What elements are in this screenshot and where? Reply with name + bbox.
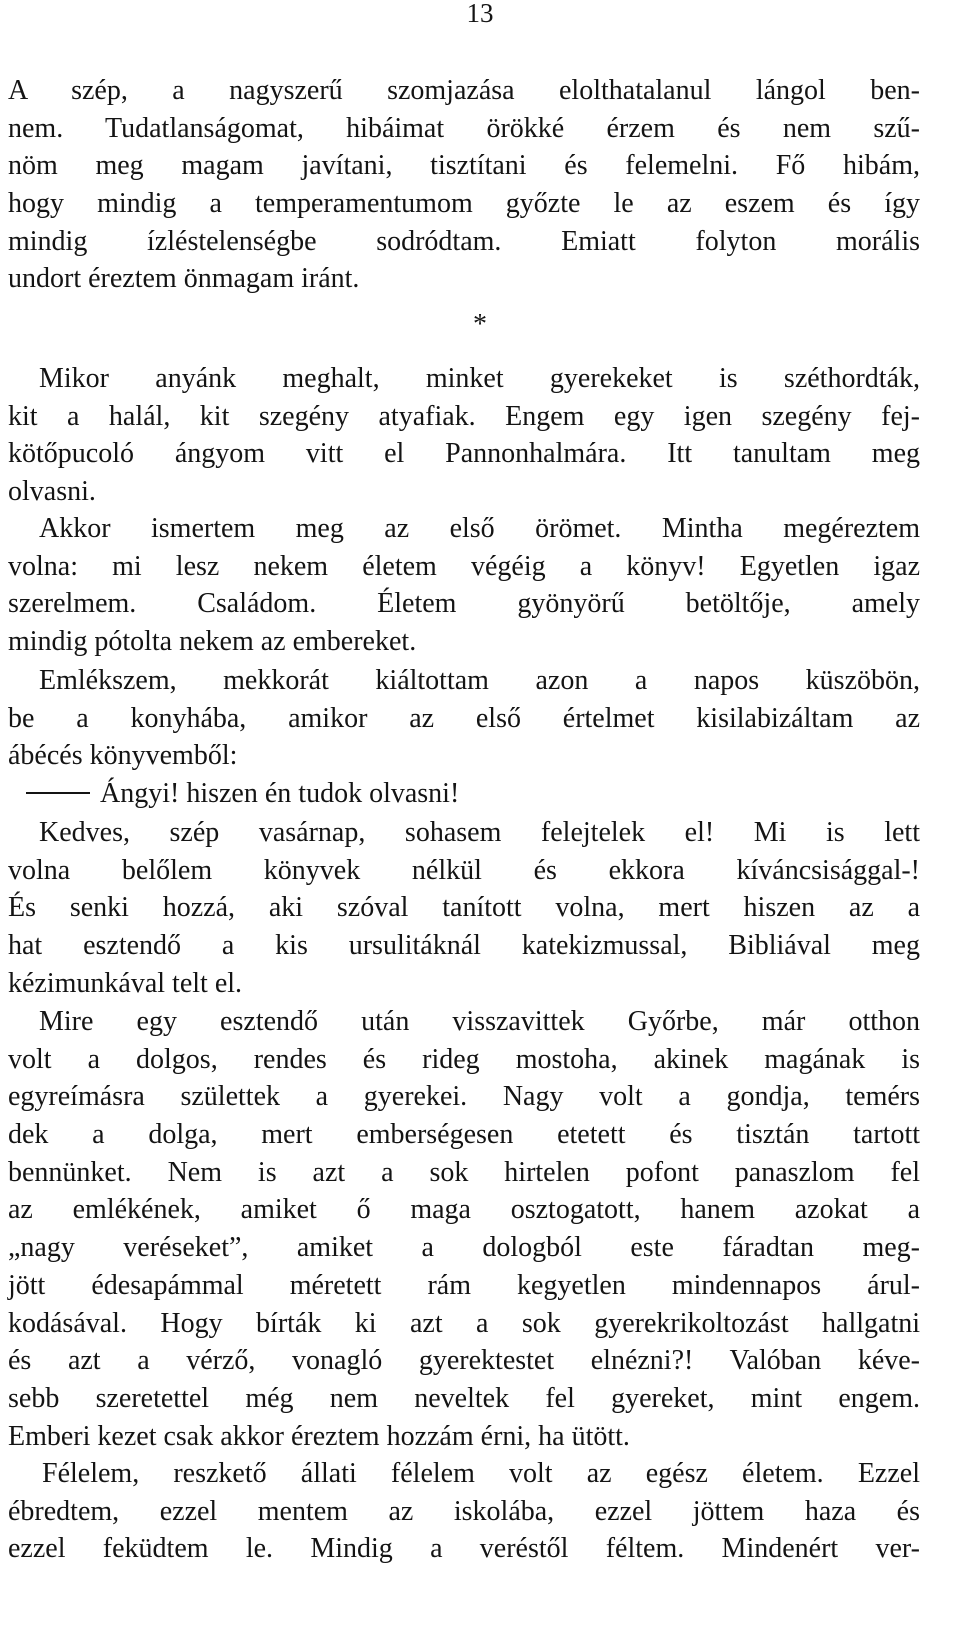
- paragraph-3: [8, 510, 920, 661]
- text-line: undort éreztem önmagam iránt.: [8, 263, 360, 295]
- text-line: egyreímásra születtek a gyerekei. Nagy volt a gondja, temérs: [8, 1081, 920, 1113]
- paragraph-1: [8, 72, 920, 298]
- text-line: volt a dolgos, rendes és rideg mostoha, akinek magának is: [8, 1043, 920, 1075]
- text-line: kötőpucoló ángyom vitt el Pannonhalmára. Itt tanultam meg: [8, 438, 920, 470]
- text-line: be a konyhába, amikor az első értelmet kisilabizáltam az: [8, 702, 920, 734]
- dialogue-line: [0, 775, 920, 813]
- text-line: És senki hozzá, aki szóval tanított volna, mert hiszen az a: [8, 892, 920, 924]
- text-line: kézimunkával telt el.: [8, 967, 243, 999]
- text-line: ezzel feküdtem le. Mindig a veréstől féltem. Mindenért ver-: [8, 1533, 920, 1565]
- page-number: 13: [466, 0, 494, 28]
- paragraph-4: [8, 662, 920, 813]
- dialogue-text: Ángyi! hiszen én tudok olvasni!: [100, 778, 460, 810]
- text-line: sebb szeretettel még nem neveltek fel gyereket, mint engem.: [8, 1382, 920, 1414]
- text-line: nöm meg magam javítani, tisztítani és felemelni. Fő hibám,: [8, 150, 920, 182]
- text-line: nem. Tudatlanságomat, hibáimat örökké érzem és nem szű-: [8, 112, 920, 144]
- text-line: Emberi kezet csak akkor éreztem hozzám érni, ha ütött.: [8, 1420, 630, 1452]
- text-line: volna: mi lesz nekem életem végéig a könyv! Egyetlen igaz: [8, 550, 920, 582]
- text-line: Félelem, reszkető állati félelem volt az egész életem. Ezzel: [42, 1458, 920, 1489]
- text-line: Akkor ismertem meg az első örömet. Mintha megéreztem: [39, 513, 920, 544]
- paragraph-2: [8, 360, 920, 511]
- text-line: mindig ízléstelenségbe sodródtam. Emiatt folyton morális: [8, 225, 920, 257]
- text-line: kit a halál, kit szegény atyafiak. Engem egy igen szegény fej-: [8, 400, 920, 432]
- paragraph-6: [8, 1003, 920, 1455]
- text-line: „nagy veréseket”, amiket a dologból este fáradtan meg-: [8, 1232, 920, 1264]
- text-line: Emlékszem, mekkorát kiáltottam azon a napos küszöbön,: [39, 665, 920, 696]
- text-line: ébredtem, ezzel mentem az iskolába, ezzel jöttem haza és: [8, 1495, 920, 1527]
- text-line: jött édesapámmal méretett rám kegyetlen mindennapos árul-: [8, 1269, 920, 1301]
- text-line: Kedves, szép vasárnap, sohasem felejtelek el! Mi is lett: [39, 817, 920, 848]
- text-line: hat esztendő a kis ursulitáknál katekizmussal, Bibliával meg: [8, 930, 920, 962]
- text-line: hogy mindig a temperamentumom győzte le az eszem és így: [8, 188, 920, 220]
- text-line: szerelmem. Családom. Életem gyönyörű betöltője, amely: [8, 588, 920, 620]
- section-separator: *: [473, 309, 487, 340]
- paragraph-5: [8, 814, 920, 1002]
- text-line: olvasni.: [8, 476, 96, 508]
- text-line: A szép, a nagyszerű szomjazása elolthatalanul lángol ben-: [8, 75, 920, 106]
- text-line: ábécés könyvemből:: [8, 740, 238, 772]
- text-line: kodásával. Hogy bírták ki azt a sok gyerekrikoltozást hallgatni: [8, 1307, 920, 1339]
- em-dash: [26, 792, 90, 794]
- text-line: volna belőlem könyvek nélkül és ekkora kíváncsisággal-!: [8, 854, 920, 886]
- text-line: mindig pótolta nekem az embereket.: [8, 626, 417, 658]
- text-line: dek a dolga, mert emberségesen etetett és tisztán tartott: [8, 1119, 920, 1151]
- text-line: és azt a vérző, vonagló gyerektestet elnézni?! Valóban kéve-: [8, 1345, 920, 1377]
- text-line: Mikor anyánk meghalt, minket gyerekeket is széthordták,: [39, 363, 920, 394]
- text-line: Mire egy esztendő után visszavittek Győrbe, már otthon: [39, 1006, 920, 1037]
- paragraph-7: [8, 1455, 920, 1568]
- text-line: bennünket. Nem is azt a sok hirtelen pofont panaszlom fel: [8, 1156, 920, 1188]
- text-line: az emlékének, amiket ő maga osztogatott, hanem azokat a: [8, 1194, 920, 1226]
